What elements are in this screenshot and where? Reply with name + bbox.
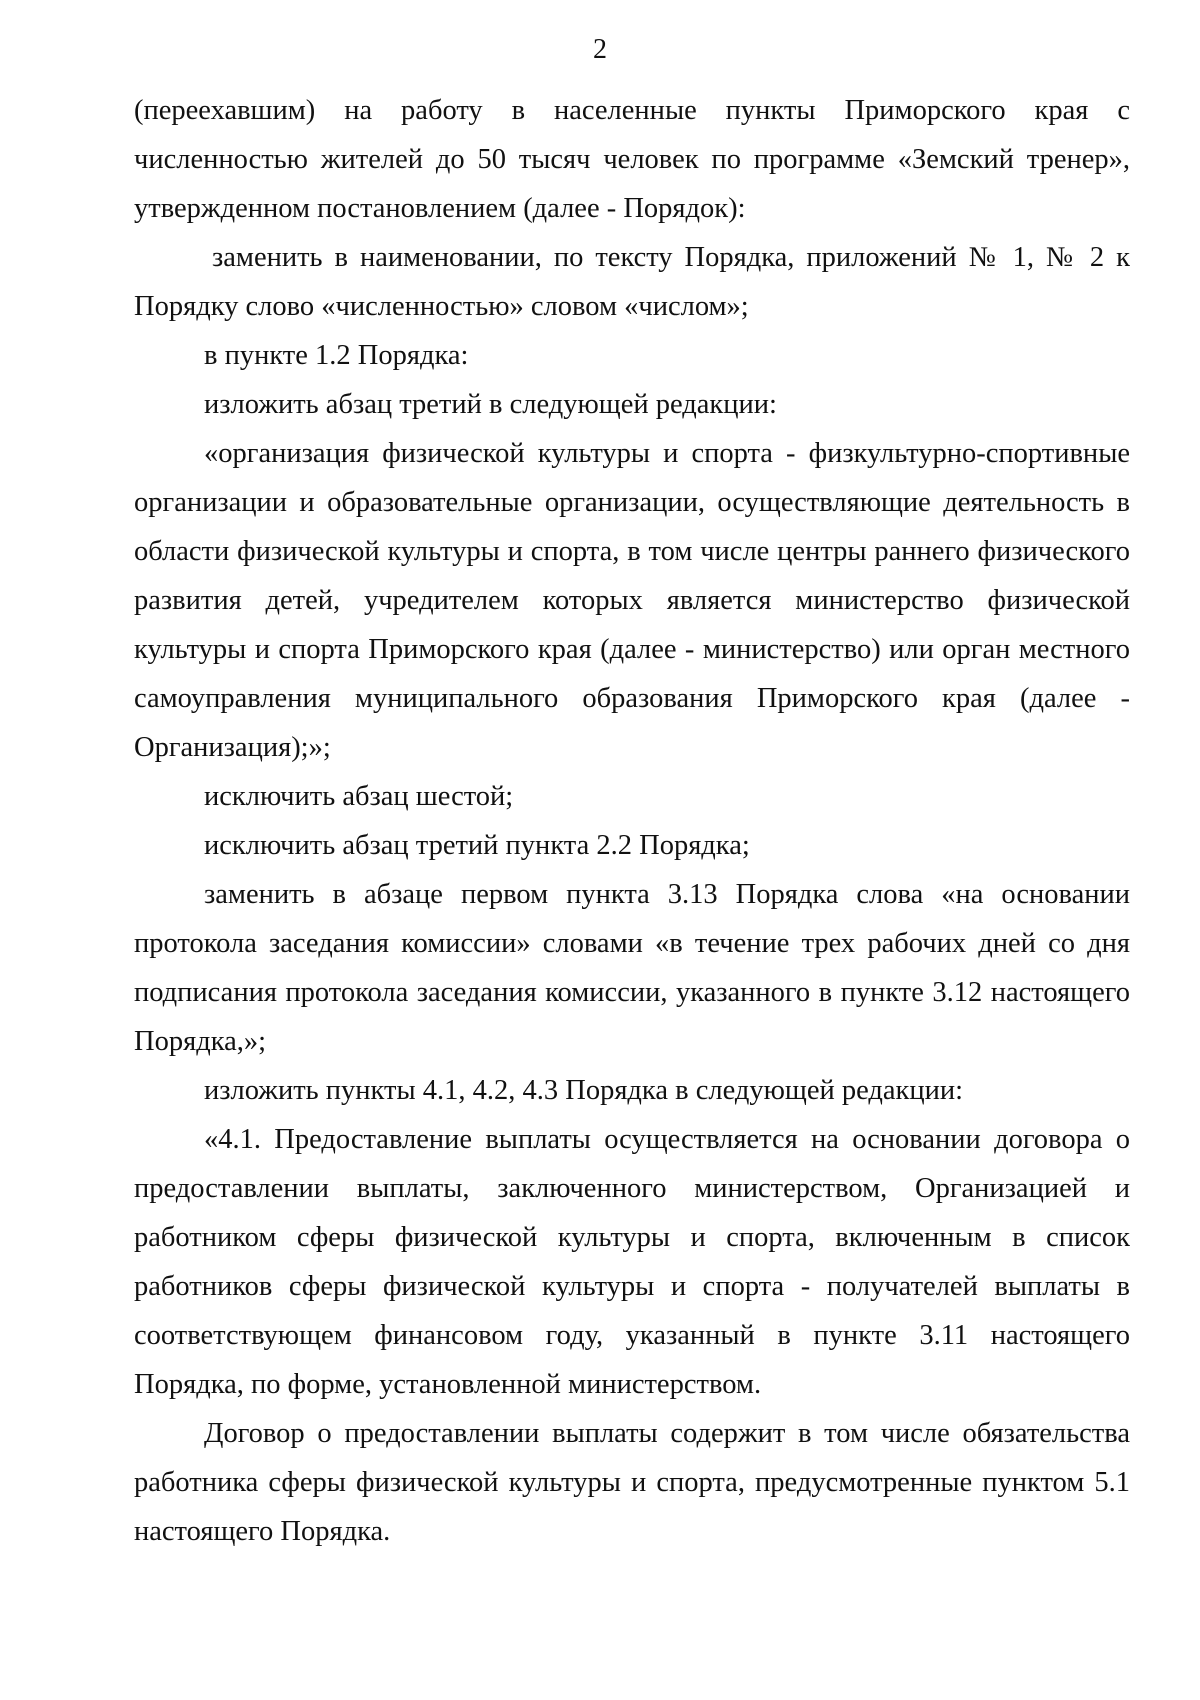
paragraph-point-4-1: «4.1. Предоставление выплаты осуществляется на основании договора о предоставлении выплаты, заключенного министерством, Организацией и работником сферы физической культуры и спорта, включенным в список работников сферы физической культуры и спорта - получателей выплаты в соответствующем финансовом году, указанный в пункте 3.11 настоящего Порядка, по форме, установленной министерством. xyxy=(134,1124,1130,1400)
paragraph-exclude-2-2: исключить абзац третий пункта 2.2 Порядка; xyxy=(204,830,750,861)
paragraph-replace-word: заменить в наименовании, по тексту Порядка, приложений № 1, № 2 к Порядку слово «численностью» словом «числом»; xyxy=(134,242,1130,322)
page-number: 2 xyxy=(593,34,607,65)
paragraph-replace-3-13: заменить в абзаце первом пункта 3.13 Порядка слова «на основании протокола заседания комиссии» словами «в течение трех рабочих дней со дня подписания протокола заседания комиссии, указанного в пункте 3.12 настоящего Порядка,»; xyxy=(134,879,1130,1057)
document-body xyxy=(134,86,1130,1556)
paragraph-continuation: (переехавшим) на работу в населенные пункты Приморского края с численностью жителей до 50 тысяч человек по программе «Земский тренер», утвержденном постановлением (далее - Порядок): xyxy=(134,95,1130,224)
paragraph-point-1-2: в пункте 1.2 Порядка: xyxy=(204,340,469,371)
paragraph-contract-obligations: Договор о предоставлении выплаты содержит в том числе обязательства работника сферы физической культуры и спорта, предусмотренные пунктом 5.1 настоящего Порядка. xyxy=(134,1418,1130,1547)
paragraph-amend-4: изложить пункты 4.1, 4.2, 4.3 Порядка в следующей редакции: xyxy=(204,1075,964,1106)
paragraph-exclude-sixth: исключить абзац шестой; xyxy=(204,781,514,812)
paragraph-amend-third: изложить абзац третий в следующей редакции: xyxy=(204,389,777,420)
paragraph-organization-definition: «организация физической культуры и спорта - физкультурно-спортивные организации и образовательные организации, осуществляющие деятельность в области физической культуры и спорта, в том числе центры раннего физического развития детей, учредителем которых является министерство физической культуры и спорта Приморского края (далее - министерство) или орган местного самоуправления муниципального образования Приморского края (далее - Организация);»; xyxy=(134,438,1130,763)
